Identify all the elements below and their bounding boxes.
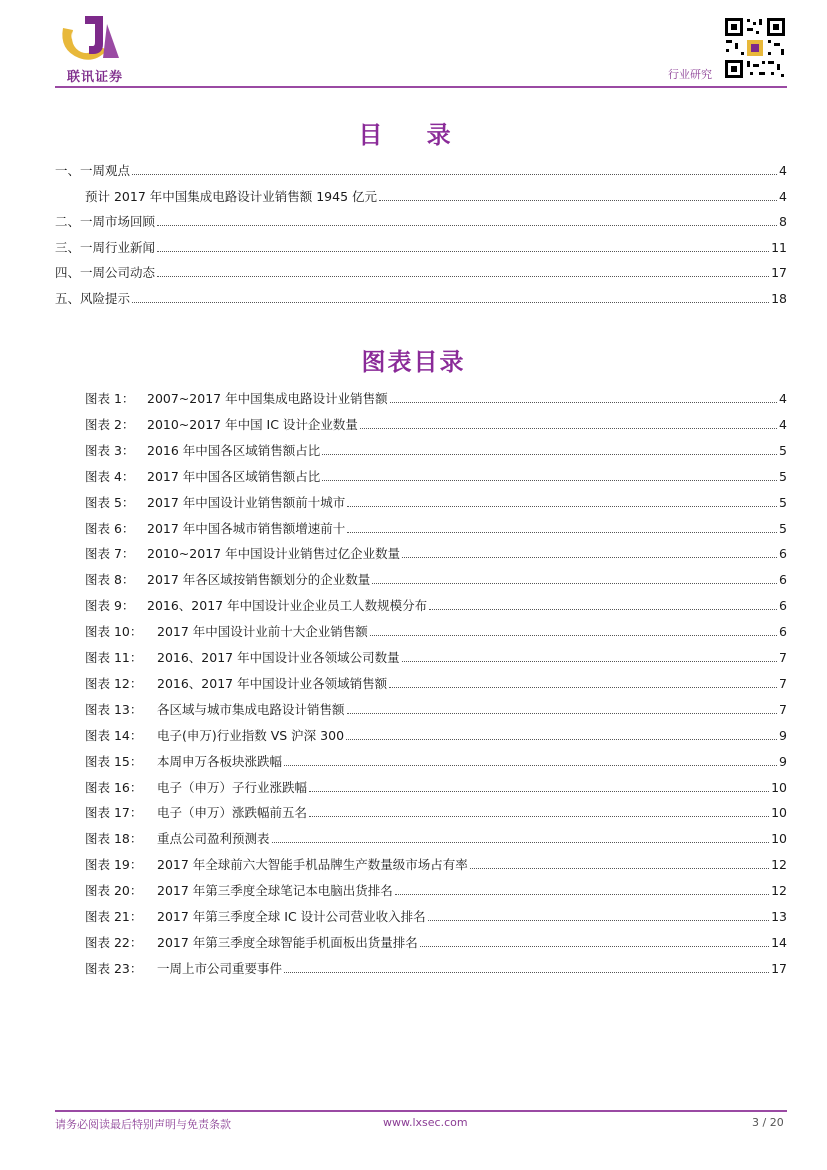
figure-entry[interactable] (85, 494, 787, 512)
dot-leader (402, 660, 777, 662)
figure-page: 5 (779, 468, 787, 484)
figure-number: 图表 9： (85, 598, 135, 614)
dot-leader (389, 686, 777, 688)
figure-entry[interactable] (85, 804, 787, 822)
figure-label: 重点公司盈利预测表 (157, 831, 270, 847)
figure-number: 图表 21： (85, 909, 143, 924)
dot-leader (428, 919, 769, 921)
toc-entry[interactable] (55, 239, 787, 257)
figure-label: 2017 年中国设计业前十大企业销售额 (157, 624, 368, 640)
figure-entry[interactable] (85, 960, 787, 978)
figure-page: 4 (779, 391, 787, 406)
figure-page: 10 (771, 779, 787, 795)
dot-leader (157, 224, 777, 226)
figure-page: 5 (779, 442, 787, 458)
qr-code-icon (723, 16, 787, 80)
figure-entry[interactable] (85, 623, 787, 641)
dot-leader (132, 173, 777, 175)
page-number: 3 / 20 (752, 1116, 784, 1129)
figure-number: 图表 15： (85, 753, 143, 769)
figure-entry[interactable] (85, 908, 787, 926)
figure-entry[interactable] (85, 753, 787, 771)
figure-entry[interactable] (85, 934, 787, 952)
figure-label: 本周申万各板块涨跌幅 (157, 753, 283, 769)
dot-leader (390, 401, 777, 403)
figure-label: 各区域与城市集成电路设计销售额 (157, 701, 345, 717)
dot-leader (157, 275, 769, 277)
logo-mark-icon (55, 10, 135, 68)
figure-page: 9 (779, 753, 787, 769)
toc-entry-label: 一、一周观点 (55, 163, 131, 178)
website-link[interactable]: www.lxsec.com (383, 1116, 468, 1129)
dot-leader (470, 867, 769, 869)
figure-entry[interactable] (85, 701, 787, 719)
figure-page: 6 (779, 624, 787, 640)
figure-label: 2016、2017 年中国设计业各领域销售额 (157, 675, 388, 691)
figure-label: 2017 年各区域按销售额划分的企业数量 (147, 572, 371, 588)
dot-leader (360, 427, 777, 429)
dot-leader (322, 479, 777, 481)
figure-number: 图表 10： (85, 624, 143, 640)
figure-label: 2010~2017 年中国 IC 设计企业数量 (147, 416, 358, 432)
toc-entry[interactable] (55, 162, 787, 180)
figure-entry[interactable] (85, 545, 787, 563)
toc-entry-page: 8 (779, 214, 787, 230)
dot-leader (346, 738, 777, 740)
figure-page: 10 (771, 831, 787, 847)
dot-leader (347, 505, 777, 507)
figure-entry[interactable] (85, 882, 787, 900)
dot-leader (395, 893, 769, 895)
figure-entry[interactable] (85, 442, 787, 460)
dot-leader (157, 250, 769, 252)
figure-number: 图表 6： (85, 520, 135, 536)
toc-entry-label: 二、一周市场回顾 (55, 214, 156, 230)
figure-entry[interactable] (85, 390, 787, 408)
figure-number: 图表 3： (85, 442, 135, 458)
toc-entry-page: 17 (771, 265, 787, 281)
figure-page: 9 (779, 727, 787, 743)
figure-entry[interactable] (85, 856, 787, 874)
figure-number: 图表 4： (85, 468, 135, 484)
figure-entry[interactable] (85, 468, 787, 486)
figure-page: 17 (771, 960, 787, 976)
dot-leader (309, 790, 769, 792)
toc-entry-label: 预计 2017 年中国集成电路设计业销售额 1945 亿元 (85, 188, 378, 204)
figure-label: 一周上市公司重要事件 (157, 960, 283, 976)
figure-entry[interactable] (85, 675, 787, 693)
toc-entry-page: 4 (779, 188, 787, 204)
figure-label: 2017 年第三季度全球 IC 设计公司营业收入排名 (157, 909, 426, 924)
figure-label: 2016、2017 年中国设计业各领域公司数量 (157, 650, 400, 665)
dot-leader (420, 945, 769, 947)
figure-page: 14 (771, 934, 787, 950)
figure-number: 图表 17： (85, 805, 143, 821)
figure-label: 2016 年中国各区域销售额占比 (147, 442, 321, 458)
figure-number: 图表 12： (85, 675, 143, 691)
dot-leader (284, 971, 769, 973)
figure-number: 图表 11： (85, 650, 143, 665)
toc-entry-label: 四、一周公司动态 (55, 265, 156, 281)
dot-leader (402, 556, 777, 558)
toc-entry[interactable] (55, 290, 787, 308)
figure-number: 图表 19： (85, 857, 143, 873)
dot-leader (347, 531, 777, 533)
figure-number: 图表 5： (85, 494, 135, 510)
toc-entry[interactable] (55, 264, 787, 282)
figure-label: 2017 年中国各城市销售额增速前十 (147, 520, 346, 536)
figure-page: 6 (779, 546, 787, 562)
figure-entry[interactable] (85, 649, 787, 667)
company-logo (55, 10, 135, 86)
toc-entry-label: 五、风险提示 (55, 291, 131, 306)
figure-page: 7 (779, 650, 787, 665)
figure-number: 图表 23： (85, 960, 143, 976)
dot-leader (132, 301, 769, 303)
figure-label: 电子（申万）子行业涨跌幅 (157, 779, 308, 795)
figure-page: 6 (779, 598, 787, 614)
dot-leader (284, 764, 777, 766)
figure-number: 图表 16： (85, 779, 143, 795)
figure-label: 2017 年中国各区域销售额占比 (147, 468, 321, 484)
disclaimer-link[interactable]: 请务必阅读最后特别声明与免责条款 (55, 1118, 231, 1131)
page-header (0, 0, 827, 92)
figure-number: 图表 13： (85, 701, 143, 717)
figure-label: 2017 年全球前六大智能手机品牌生产数量级市场占有率 (157, 857, 468, 873)
figure-number: 图表 2： (85, 416, 135, 432)
toc-entry-page: 11 (771, 239, 787, 255)
toc-entry-page: 18 (771, 291, 787, 306)
figure-page: 7 (779, 675, 787, 691)
figure-number: 图表 7： (85, 546, 135, 562)
figure-label: 2017 年中国设计业销售额前十城市 (147, 494, 346, 510)
figure-number: 图表 14： (85, 727, 143, 743)
figure-entry[interactable] (85, 727, 787, 745)
toc-entry-label: 三、一周行业新闻 (55, 239, 156, 255)
figure-number: 图表 8： (85, 572, 135, 588)
dot-leader (347, 712, 778, 714)
toc-entry[interactable] (85, 188, 787, 206)
figure-entry[interactable] (85, 830, 787, 848)
figure-page: 5 (779, 520, 787, 536)
figure-label: 电子(申万)行业指数 VS 沪深 300 (157, 727, 345, 743)
figure-entry[interactable] (85, 571, 787, 589)
company-name: 联讯证券 (66, 70, 123, 85)
figure-number: 图表 18： (85, 831, 143, 847)
dot-leader (322, 453, 777, 455)
figure-label: 2017 年第三季度全球智能手机面板出货量排名 (157, 934, 418, 950)
figure-number: 图表 22： (85, 934, 143, 950)
figure-label: 2007~2017 年中国集成电路设计业销售额 (147, 391, 388, 406)
figure-number: 图表 20： (85, 883, 143, 899)
figure-number: 图表 1： (85, 391, 135, 406)
figures-title: 图表目录 (361, 348, 466, 376)
figure-page: 4 (779, 416, 787, 432)
figure-page: 10 (771, 805, 787, 821)
figure-page: 13 (771, 909, 787, 924)
dot-leader (372, 582, 777, 584)
dot-leader (370, 634, 777, 636)
figure-entry[interactable] (85, 520, 787, 538)
figure-label: 2017 年第三季度全球笔记本电脑出货排名 (157, 883, 393, 899)
figure-page: 12 (771, 857, 787, 873)
figure-page: 5 (779, 494, 787, 510)
toc-entry-page: 4 (779, 163, 787, 178)
figure-page: 6 (779, 572, 787, 588)
figure-page: 12 (771, 883, 787, 899)
figure-entry[interactable] (85, 779, 787, 797)
header-divider (55, 86, 787, 88)
figure-label: 2016、2017 年中国设计业企业员工人数规模分布 (147, 598, 428, 614)
figure-label: 电子（申万）涨跌幅前五名 (157, 805, 308, 821)
toc-title: 目 录 (358, 121, 469, 149)
figure-page: 7 (779, 701, 787, 717)
footer-divider (55, 1110, 787, 1112)
dot-leader (272, 841, 770, 843)
dot-leader (379, 199, 777, 201)
figure-entry[interactable] (85, 416, 787, 434)
toc-entry[interactable] (55, 213, 787, 231)
dot-leader (429, 608, 777, 610)
dot-leader (309, 815, 769, 817)
figure-entry[interactable] (85, 597, 787, 615)
figure-label: 2010~2017 年中国设计业销售过亿企业数量 (147, 546, 401, 562)
section-tag: 行业研究 (668, 68, 712, 81)
